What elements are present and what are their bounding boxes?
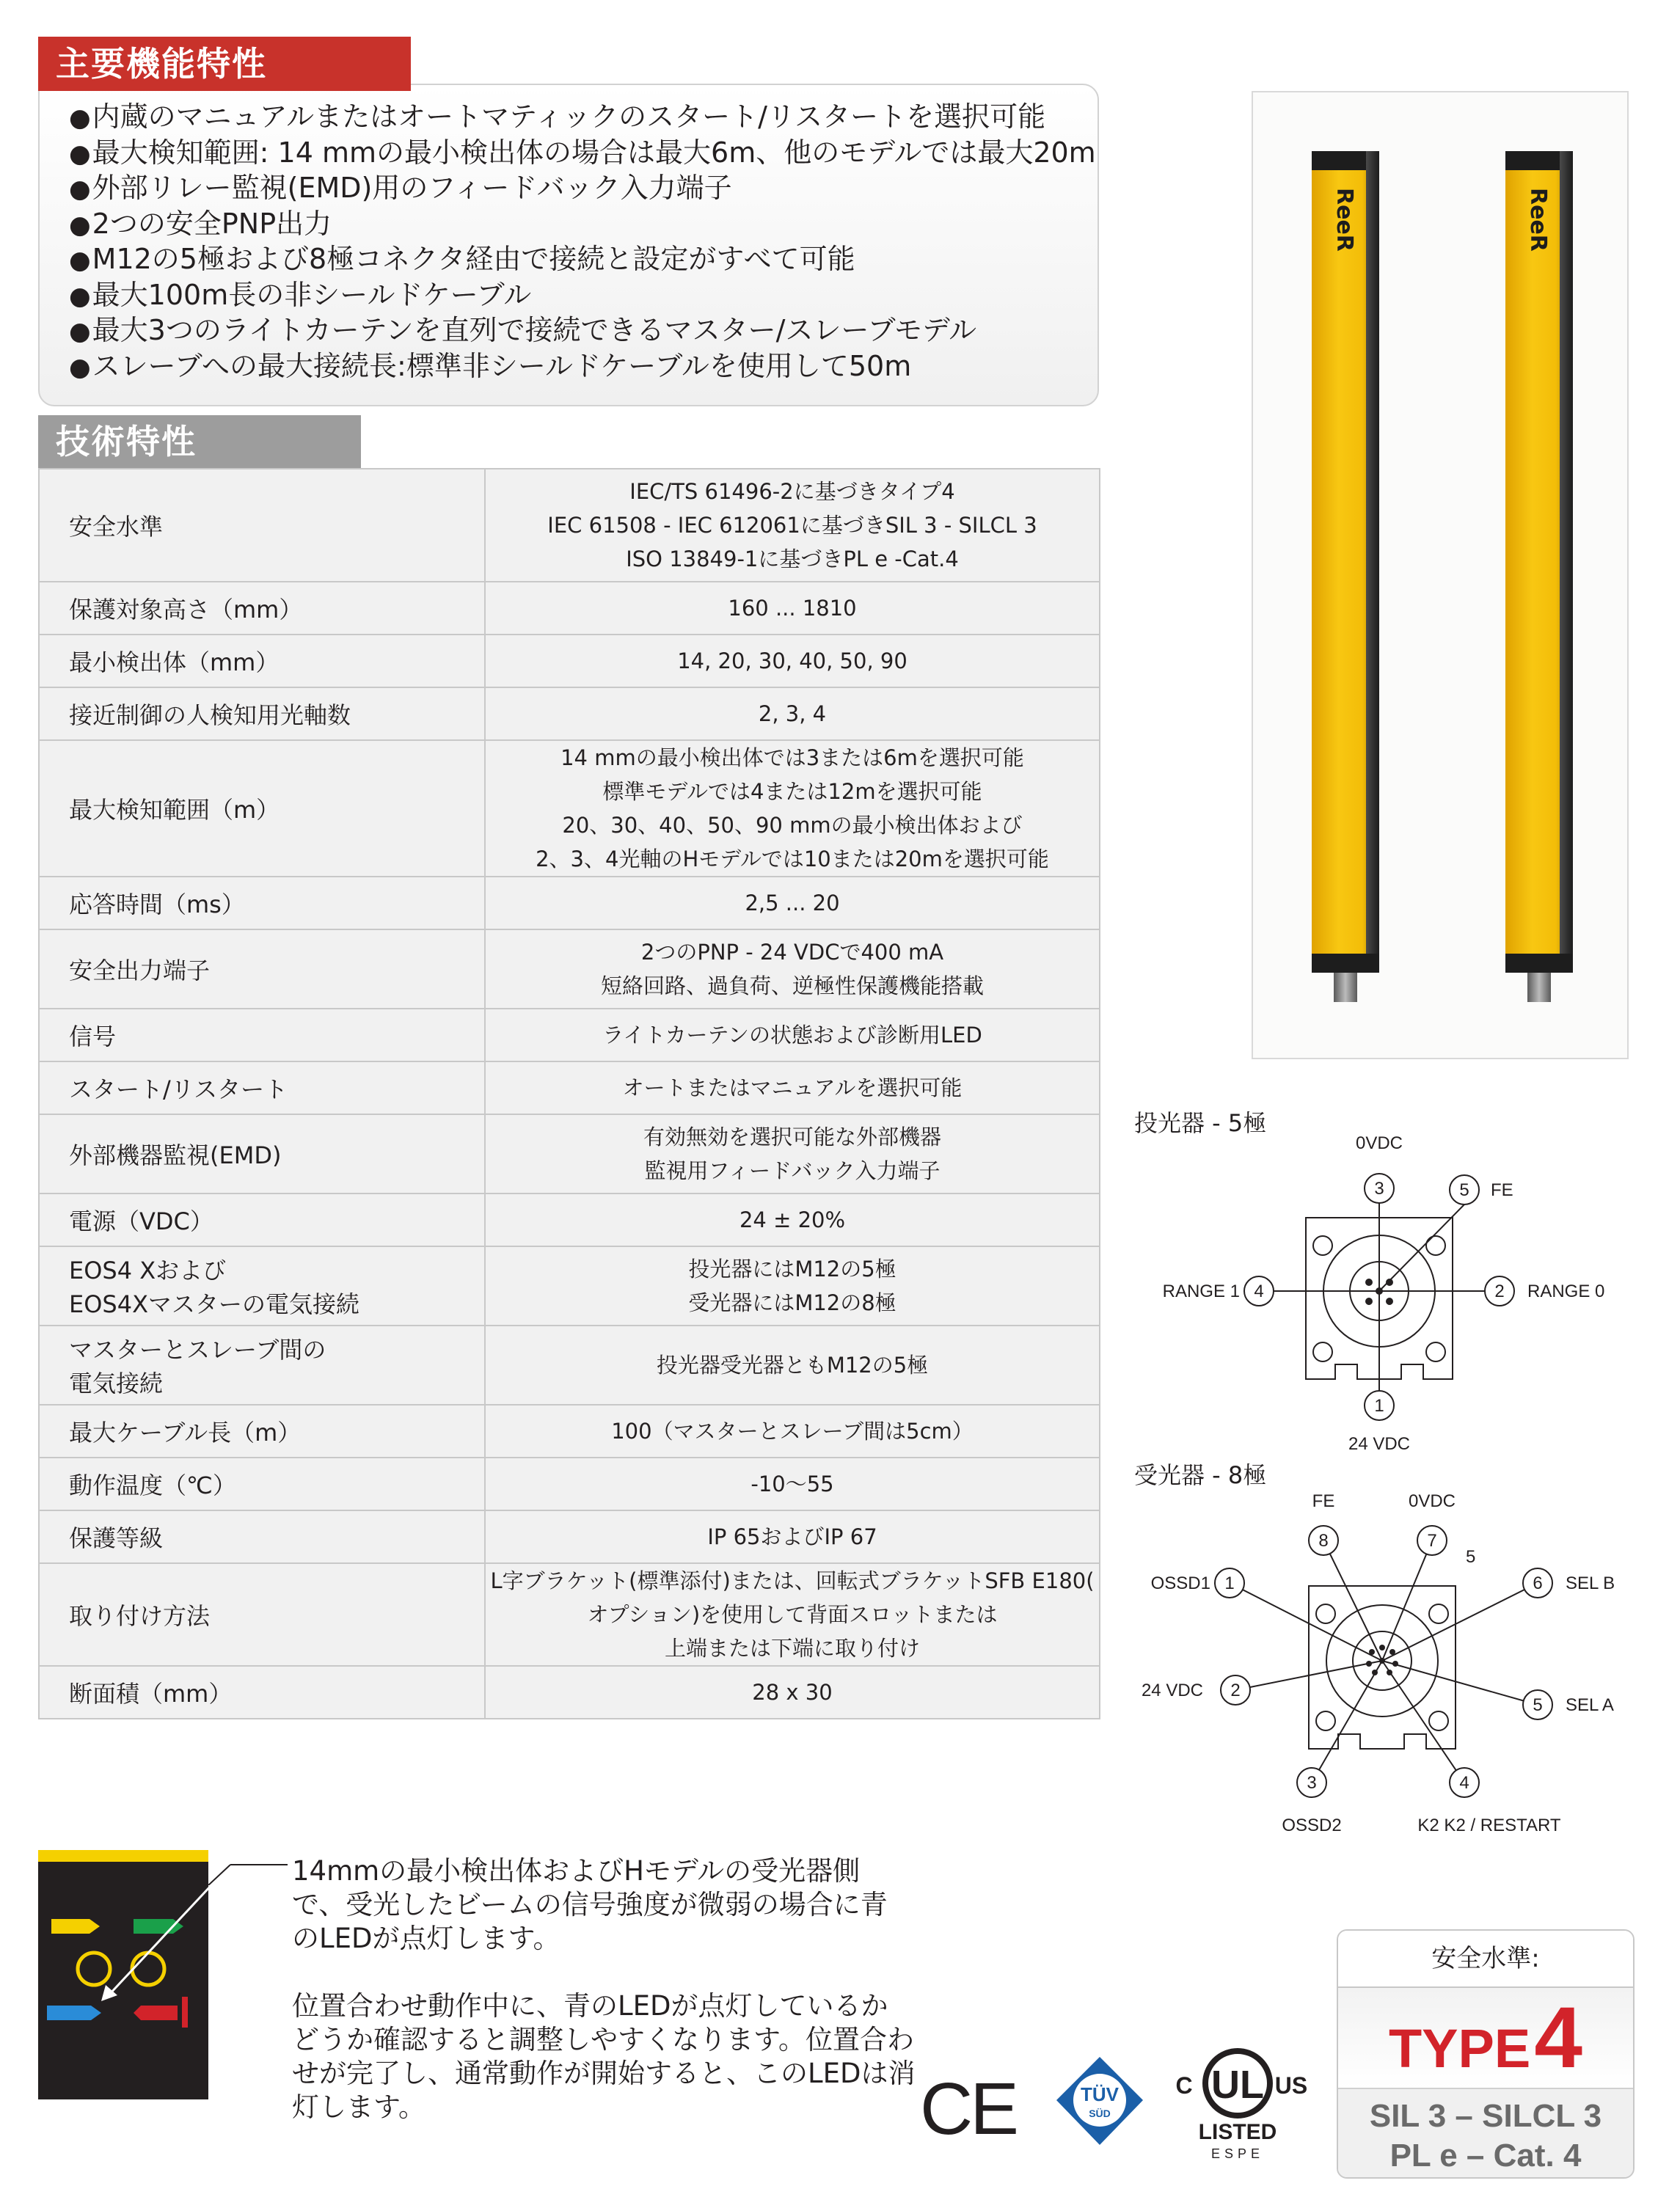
label-sel-a: SEL A <box>1566 1695 1614 1715</box>
pin-1: 1 <box>1224 1573 1235 1593</box>
feature-item: ● 最大検知範囲: 14 mmの最小検出体の場合は最大6m、他のモデルでは最大20m <box>69 136 1098 172</box>
spec-row <box>39 1405 1100 1458</box>
tech-specs-title: 技術特性 <box>38 415 361 468</box>
emitter-diagram-title: 投光器 - 5極 <box>1134 1109 1267 1137</box>
pin-7: 7 <box>1427 1531 1437 1551</box>
spec-value: IP 65およびIP 67 <box>485 1510 1100 1563</box>
label-24vdc: 24 VDC <box>1141 1681 1203 1700</box>
spec-value: 2つのPNP - 24 VDCで400 mA 短絡回路、過負荷、逆極性保護機能搭載 <box>485 929 1100 1009</box>
label-fe: FE <box>1491 1180 1513 1200</box>
spec-row <box>39 582 1100 635</box>
spec-row <box>39 740 1100 877</box>
spec-value: -10〜55 <box>485 1458 1100 1510</box>
svg-text:UL: UL <box>1211 2063 1264 2107</box>
spec-row <box>39 687 1100 740</box>
pin-2: 2 <box>1230 1681 1241 1700</box>
ul-listed-logo <box>1168 2039 1307 2164</box>
feature-item: ● 最大3つのライトカーテンを直列で接続できるマスター/スレーブモデル <box>69 313 1098 349</box>
spec-label: EOS4 Xおよび EOS4Xマスターの電気接続 <box>39 1246 485 1326</box>
spec-row <box>39 1009 1100 1061</box>
badge-sil-pl: SIL 3 – SILCL 3 PL e – Cat. 4 <box>1338 2088 1633 2179</box>
spec-row <box>39 469 1100 582</box>
svg-text:TÜV: TÜV <box>1081 2083 1119 2105</box>
spec-label: 電源（VDC） <box>39 1193 485 1246</box>
pointer-line <box>208 1863 289 1885</box>
spec-label: 動作温度（℃） <box>39 1458 485 1510</box>
safety-type-badge <box>1337 1929 1635 2179</box>
svg-text:SÜD: SÜD <box>1089 2108 1111 2119</box>
spec-label: 外部機器監視(EMD) <box>39 1114 485 1193</box>
spec-row <box>39 1510 1100 1563</box>
spec-label: 断面積（mm） <box>39 1666 485 1719</box>
product-photo <box>1252 91 1629 1059</box>
spec-value: 100（マスターとスレーブ間は5cm） <box>485 1405 1100 1458</box>
label-0vdc: 0VDC <box>1355 1133 1403 1153</box>
spec-value: L字ブラケット(標準添付)または、回転式ブラケットSFB E180( オプション)を使用して背面スロットまたは 上端または下端に取り付け <box>485 1563 1100 1666</box>
badge-header: 安全水準: <box>1338 1931 1633 1988</box>
spec-label: 応答時間（ms） <box>39 877 485 929</box>
spec-value: 2, 3, 4 <box>485 687 1100 740</box>
spec-label: 保護等級 <box>39 1510 485 1563</box>
label-range1: RANGE 1 <box>1162 1282 1240 1301</box>
spec-value: 投光器受光器ともM12の5極 <box>485 1326 1100 1405</box>
spec-row <box>39 877 1100 929</box>
main-features-box <box>38 84 1099 406</box>
label-range0: RANGE 0 <box>1527 1282 1605 1301</box>
feature-list <box>69 100 1098 384</box>
feature-item: ● 2つの安全PNP出力 <box>69 207 1098 243</box>
led-panel-illustration <box>38 1850 208 2099</box>
pin-5: 5 <box>1459 1180 1469 1200</box>
red-arrow-icon <box>134 2006 178 2020</box>
spec-row <box>39 1114 1100 1193</box>
label-ossd2: OSSD2 <box>1282 1816 1342 1835</box>
light-curtain-receiver <box>1505 151 1573 973</box>
spec-row <box>39 1061 1100 1114</box>
reer-logo: ReeR <box>1525 188 1551 252</box>
main-features-title: 主要機能特性 <box>38 37 411 91</box>
emitter-pinout-diagram <box>1130 1115 1643 1460</box>
spec-label: 安全水準 <box>39 469 485 582</box>
svg-text:C: C <box>1175 2072 1193 2099</box>
blue-arrow-icon <box>47 2006 101 2020</box>
spec-value: 14 mmの最小検出体では3または6mを選択可能 標準モデルでは4または12mを選択可能 20、30、40、50、90 mmの最小検出体および 2、3、4光軸のHモデルでは10または20mを選択可能 <box>485 740 1100 877</box>
pin-3: 3 <box>1307 1773 1317 1793</box>
spec-label: 取り付け方法 <box>39 1563 485 1666</box>
spec-value: 160 ... 1810 <box>485 582 1100 635</box>
spec-label: マスターとスレーブ間の 電気接続 <box>39 1326 485 1405</box>
spec-value: ライトカーテンの状態および診断用LED <box>485 1009 1100 1061</box>
label-five: 5 <box>1466 1547 1476 1567</box>
ce-mark-logo: CE <box>920 2068 1016 2150</box>
spec-value: 2,5 ... 20 <box>485 877 1100 929</box>
pin-3: 3 <box>1374 1179 1384 1199</box>
spec-label: 接近制御の人検知用光軸数 <box>39 687 485 740</box>
receiver-pinout-diagram <box>1130 1474 1643 1841</box>
yellow-led-ring <box>78 1953 110 1985</box>
spec-value: 24 ± 20% <box>485 1193 1100 1246</box>
spec-label: 信号 <box>39 1009 485 1061</box>
spec-row <box>39 1193 1100 1246</box>
spec-label: 安全出力端子 <box>39 929 485 1009</box>
label-ossd1: OSSD1 <box>1150 1573 1210 1593</box>
spec-row <box>39 1563 1100 1666</box>
pin-6: 6 <box>1533 1573 1543 1593</box>
spec-label: 最大検知範囲（m） <box>39 740 485 877</box>
spec-label: 保護対象高さ（mm） <box>39 582 485 635</box>
label-fe: FE <box>1312 1491 1335 1511</box>
pin-4: 4 <box>1459 1773 1469 1793</box>
badge-type: TYPE 4 <box>1338 1988 1633 2088</box>
reer-logo: ReeR <box>1332 188 1357 252</box>
spec-value: 14, 20, 30, 40, 50, 90 <box>485 635 1100 687</box>
spec-value: 28 x 30 <box>485 1666 1100 1719</box>
spec-row <box>39 1246 1100 1326</box>
yellow-arrow-icon <box>51 1919 100 1934</box>
led-note-paragraph-2: 位置合わせ動作中に、青のLEDが点灯しているか どうか確認すると調整しやすくなります。位置合わ せが完了し、通常動作が開始すると、このLEDは消 灯します。 <box>292 1990 916 2123</box>
pin-5: 5 <box>1533 1695 1543 1715</box>
label-sel-b: SEL B <box>1566 1573 1615 1593</box>
spec-row <box>39 1326 1100 1405</box>
label-0vdc: 0VDC <box>1408 1491 1456 1511</box>
spec-label: 最大ケーブル長（m） <box>39 1405 485 1458</box>
pin-2: 2 <box>1494 1282 1505 1301</box>
label-24vdc: 24 VDC <box>1348 1434 1411 1454</box>
spec-table <box>38 468 1100 1719</box>
receiver-diagram-title: 受光器 - 8極 <box>1134 1461 1267 1489</box>
feature-item: ● 内蔵のマニュアルまたはオートマティックのスタート/リスタートを選択可能 <box>69 100 1098 136</box>
spec-row <box>39 1458 1100 1510</box>
label-k2-restart: K2 K2 / RESTART <box>1417 1816 1561 1835</box>
feature-item: ● 最大100m長の非シールドケーブル <box>69 278 1098 314</box>
svg-text:LISTED: LISTED <box>1198 2120 1277 2144</box>
spec-row <box>39 635 1100 687</box>
yellow-led-ring <box>132 1953 164 1985</box>
svg-text:ESPE: ESPE <box>1210 2146 1265 2161</box>
spec-value: 有効無効を選択可能な外部機器 監視用フィードバック入力端子 <box>485 1114 1100 1193</box>
feature-item: ● スレーブへの最大接続長:標準非シールドケーブルを使用して50m <box>69 349 1098 385</box>
spec-label: スタート/リスタート <box>39 1061 485 1114</box>
spec-row <box>39 929 1100 1009</box>
spec-value: 投光器にはM12の5極 受光器にはM12の8極 <box>485 1246 1100 1326</box>
spec-row <box>39 1666 1100 1719</box>
light-curtain-emitter <box>1312 151 1379 973</box>
tuv-sud-logo <box>1053 2054 1146 2149</box>
spec-value: オートまたはマニュアルを選択可能 <box>485 1061 1100 1114</box>
pin-4: 4 <box>1254 1282 1264 1301</box>
svg-text:US: US <box>1274 2072 1307 2099</box>
led-note-paragraph-1: 14mmの最小検出体およびHモデルの受光器側 で、受光したビームの信号強度が微弱の場合に青 のLEDが点灯します。 <box>292 1855 888 1954</box>
spec-value: IEC/TS 61496-2に基づきタイプ4 IEC 61508 - IEC 612061に基づきSIL 3 - SILCL 3 ISO 13849-1に基づきPL e -Cat.4 <box>485 469 1100 582</box>
pin-1: 1 <box>1374 1396 1384 1416</box>
feature-item: ● M12の5極および8極コネクタ経由で接続と設定がすべて可能 <box>69 242 1098 278</box>
pin-8: 8 <box>1318 1531 1329 1551</box>
feature-item: ● 外部リレー監視(EMD)用のフィードバック入力端子 <box>69 171 1098 207</box>
spec-label: 最小検出体（mm） <box>39 635 485 687</box>
green-arrow-icon <box>134 1919 183 1934</box>
